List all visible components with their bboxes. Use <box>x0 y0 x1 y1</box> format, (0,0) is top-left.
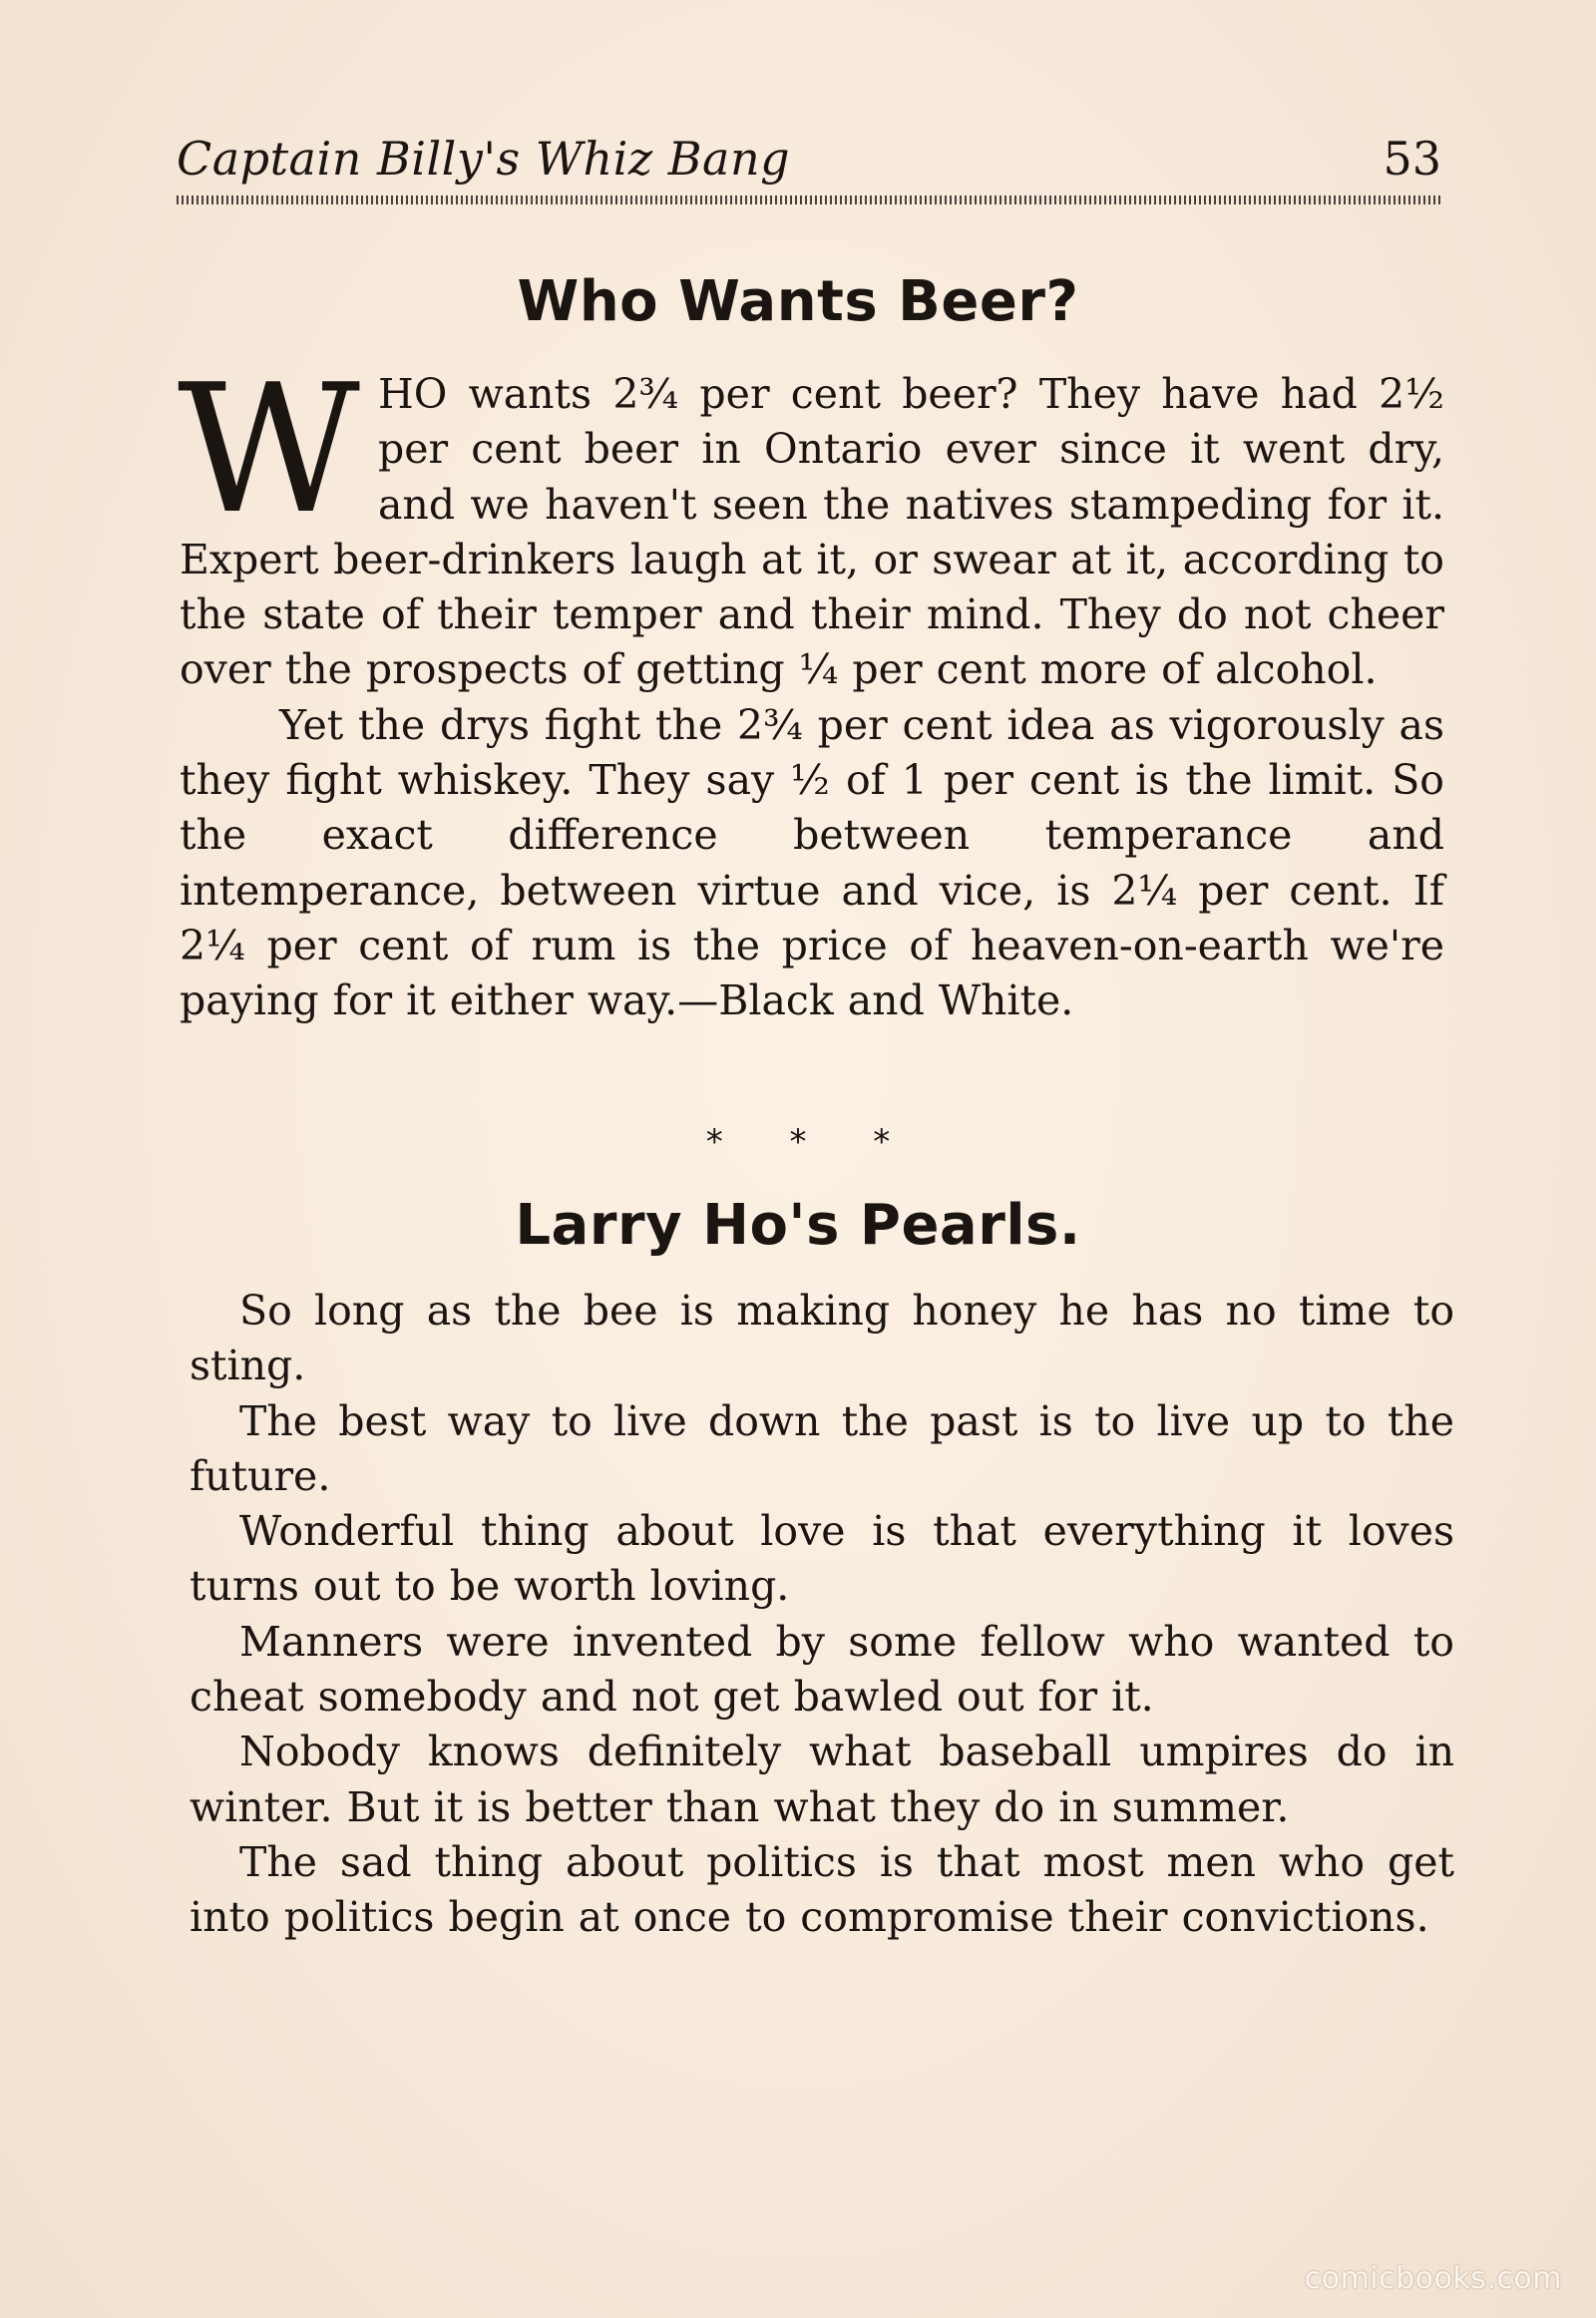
article-paragraph-2: Yet the drys fight the 2¾ per cent idea as vigorously as they fight whiskey. They say ½ of 1 per cent is the limit. So the exact difference between temperance and intemperance, between virtue and vice, is 2¼ per cent. If 2¼ per cent of rum is the price of heaven-on-earth we're paying for it either way.—Black and White. <box>180 700 1444 1025</box>
pearl-item: Wonderful thing about love is that everything it loves turns out to be worth loving. <box>190 1507 1454 1611</box>
pearl-item: Manners were invented by some fellow who wanted to cheat somebody and not get bawled out for it. <box>190 1617 1454 1722</box>
watermark: comicbooks.com <box>1304 2261 1562 2296</box>
article-body-who-wants-beer <box>178 346 1444 1029</box>
drop-cap: W <box>178 346 360 553</box>
pearl-item: The sad thing about politics is that most men who get into politics begin at once to compromise their convictions. <box>190 1837 1454 1942</box>
pearl-item: So long as the bee is making honey he has no time to sting. <box>190 1287 1454 1390</box>
header-rule <box>177 195 1441 204</box>
section-separator: * * * <box>705 1122 891 1162</box>
journal-title: Captain Billy's Whiz Bang <box>177 132 791 186</box>
article-paragraph-1 <box>178 346 1444 698</box>
running-head <box>177 128 1441 192</box>
article-title-who-wants-beer: Who Wants Beer? <box>517 269 1079 334</box>
article-paragraph-1-text: HO wants 2¾ per cent beer? They have had 2½ per cent beer in Ontario ever since it went dry, and we haven't seen the natives stampeding for it. Expert beer-drinkers laugh at it, or swear at it, according to the state of their temper and their mind. They do not cheer over the prospects of getting ¼ per cent more of alcohol. <box>180 370 1444 694</box>
pearls-list <box>190 1284 1454 1946</box>
article-title-larry-hos-pearls: Larry Ho's Pearls. <box>515 1193 1081 1258</box>
page-number: 53 <box>1383 132 1441 186</box>
pearl-item: The best way to live down the past is to live up to the future. <box>190 1396 1454 1500</box>
pearl-item: Nobody knows definitely what baseball umpires do in winter. But it is better than what they do in summer. <box>190 1728 1454 1831</box>
